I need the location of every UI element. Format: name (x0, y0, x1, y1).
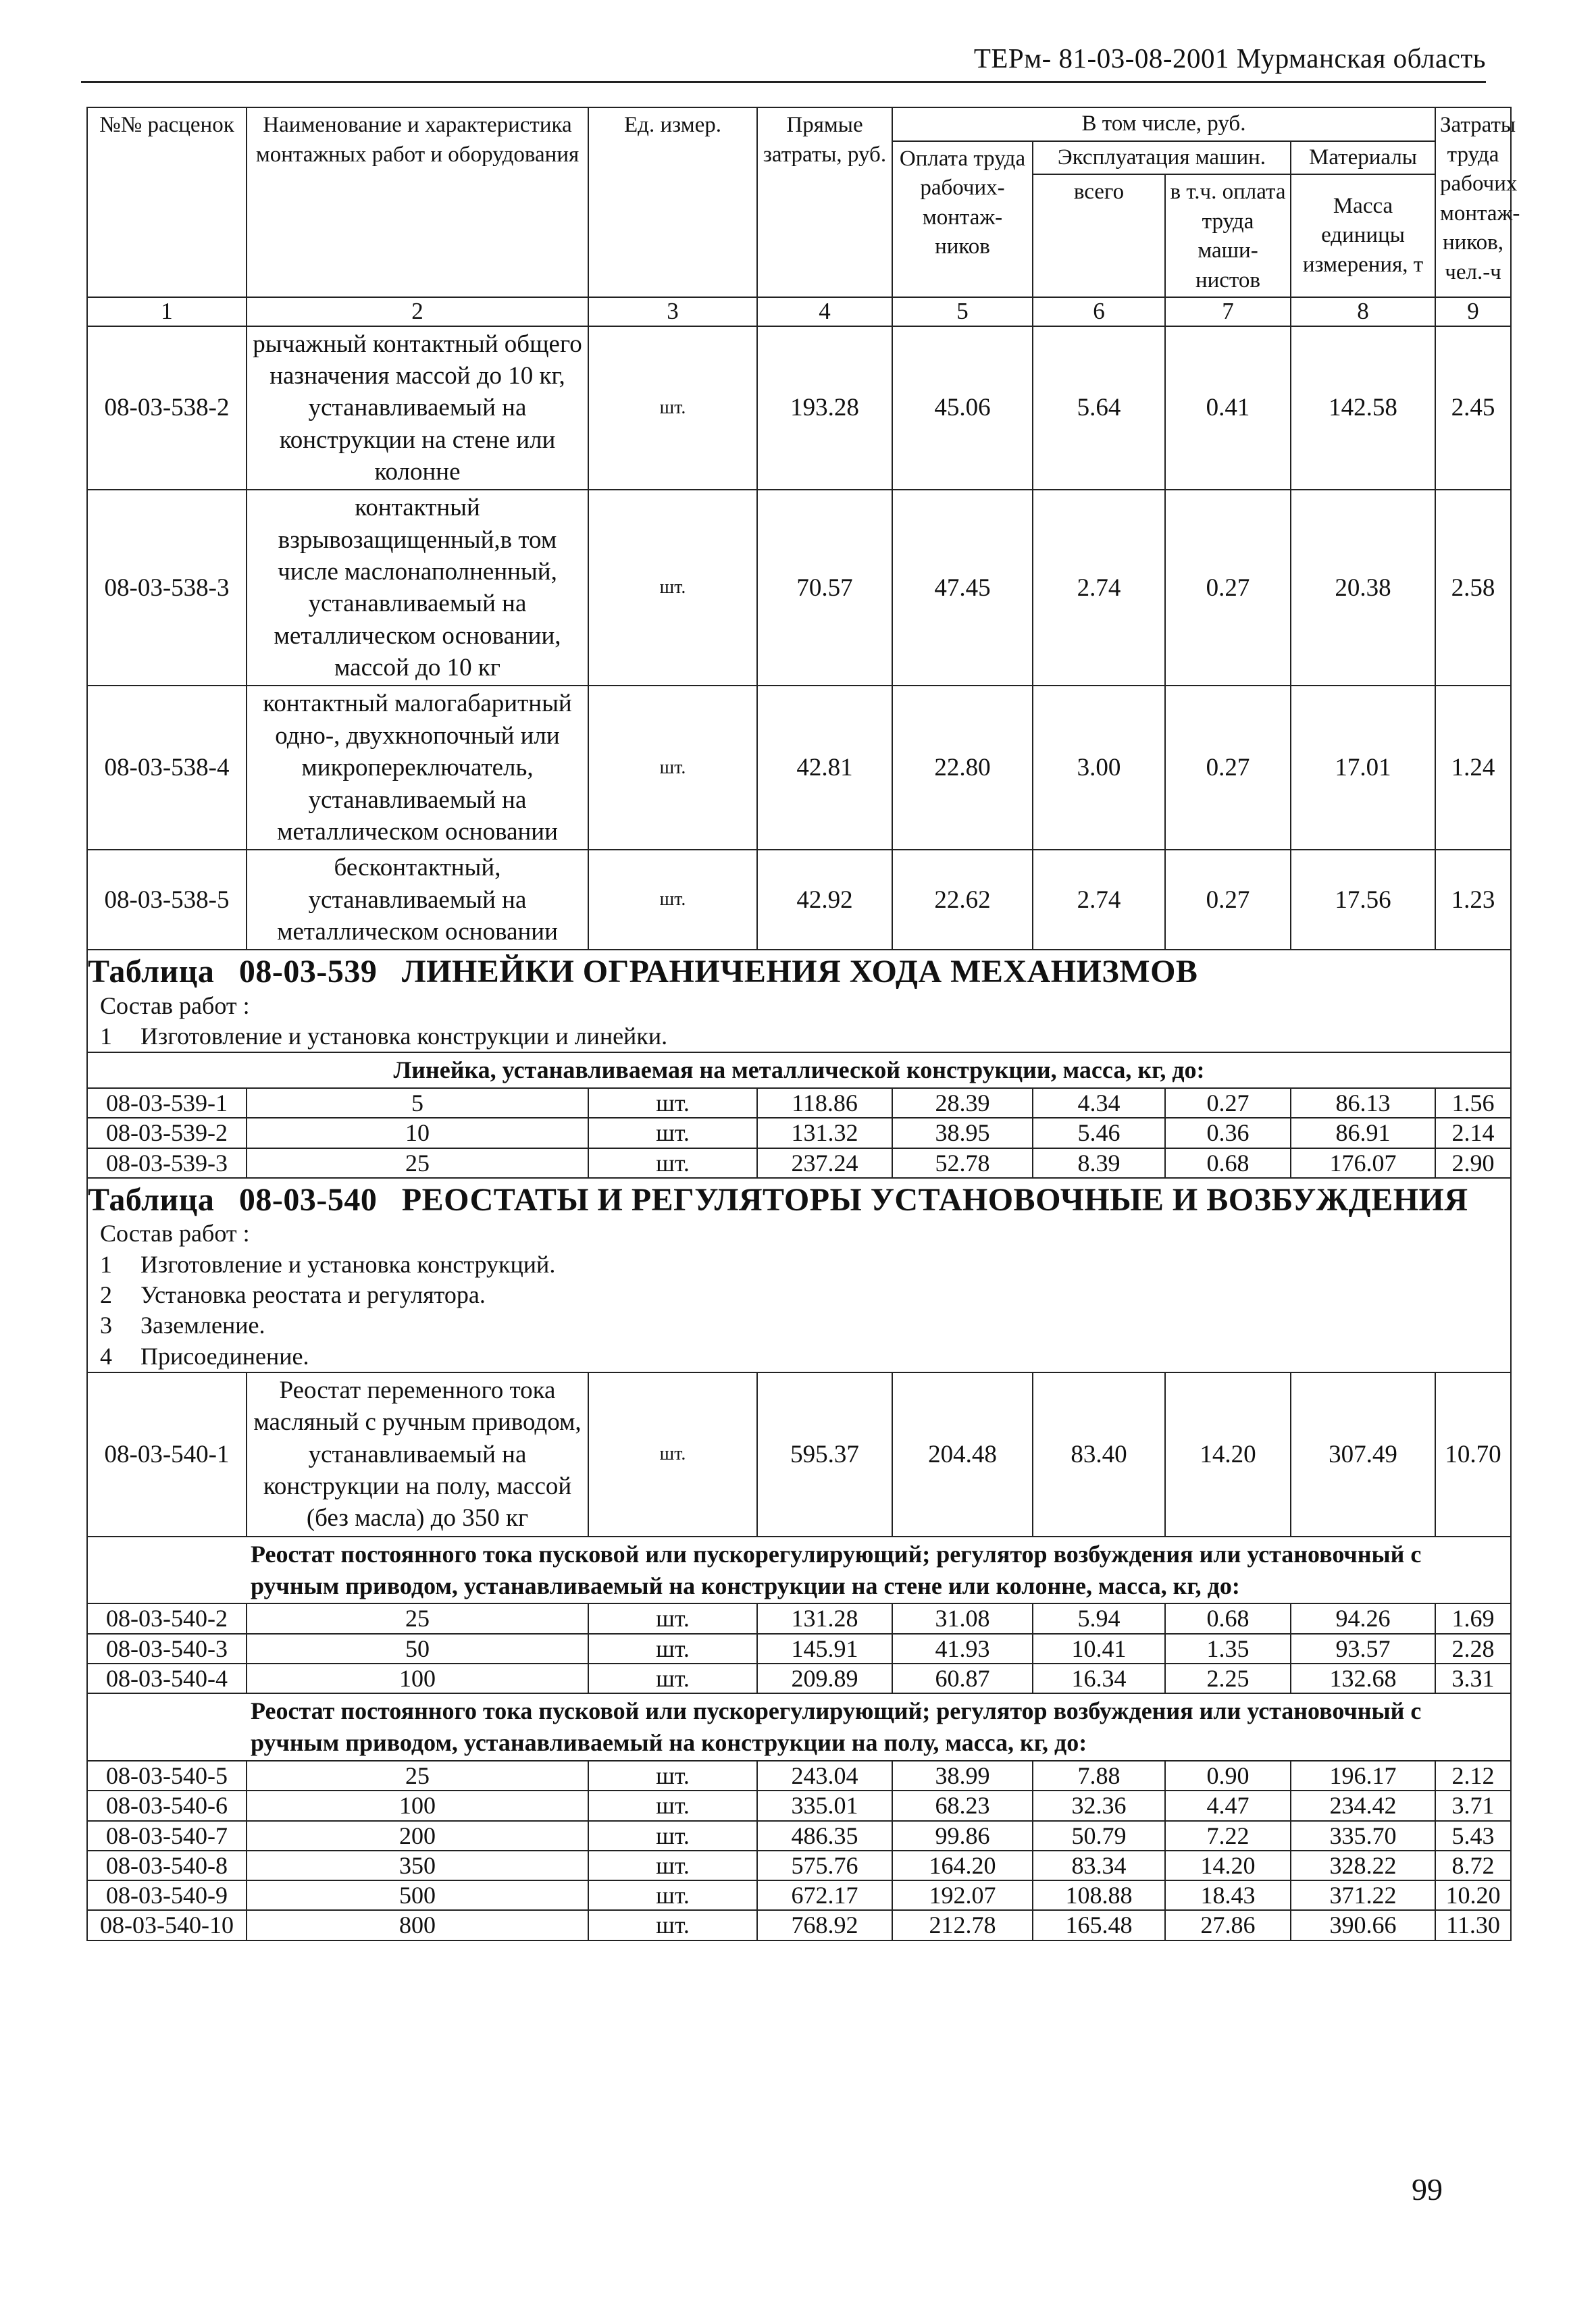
machines-total: 10.41 (1033, 1634, 1165, 1664)
table-row (87, 1148, 1511, 1178)
table-number: 08-03-540 (238, 1182, 378, 1218)
work-item (87, 1341, 1511, 1372)
work-item-row (87, 1021, 1511, 1052)
works-title-row (87, 1218, 1511, 1249)
col-header-labor-hours: Затраты труда рабочих монтаж-ников, чел.-ч (1435, 107, 1511, 297)
labor-hours: 2.14 (1435, 1118, 1511, 1148)
table-540-title-row (87, 1178, 1511, 1218)
labor-pay: 60.87 (892, 1664, 1033, 1693)
work-item (87, 1021, 1511, 1052)
materials: 142.58 (1291, 326, 1435, 490)
machines-total: 50.79 (1033, 1821, 1165, 1851)
col-number: 1 (87, 297, 247, 326)
labor-pay: 68.23 (892, 1791, 1033, 1820)
rate-unit: шт. (588, 1821, 757, 1851)
machinist-pay: 27.86 (1165, 1910, 1291, 1940)
machinist-pay: 1.35 (1165, 1634, 1291, 1664)
col-header-unit-mass: Масса единицы измерения, т (1291, 174, 1435, 297)
rate-unit: шт. (588, 850, 757, 950)
work-item-number: 3 (100, 1312, 112, 1339)
machinist-pay: 14.20 (1165, 1372, 1291, 1537)
rates-table-frame (86, 107, 1520, 1941)
machines-total: 5.64 (1033, 326, 1165, 490)
table-label: Таблица (88, 954, 215, 990)
rate-description: Реостат переменного тока масляный с ручным приводом, устанавливаемый на конструкции на полу, массой (без масла) до 350 кг (247, 1372, 588, 1537)
machines-total: 3.00 (1033, 686, 1165, 850)
works-title: Состав работ : (87, 1218, 1511, 1249)
labor-pay: 164.20 (892, 1851, 1033, 1880)
machinist-pay: 0.36 (1165, 1118, 1291, 1148)
table-row (87, 1118, 1511, 1148)
direct-costs: 672.17 (757, 1880, 892, 1910)
machinist-pay: 18.43 (1165, 1880, 1291, 1910)
table-540-subtitle-wall: Реостат постоянного тока пусковой или пускорегулирующий; регулятор возбуждения или установочный с ручным приводом, устанавливаемый на конструкции на стене или колонне, масса, кг, до: (247, 1537, 1511, 1604)
labor-hours: 1.56 (1435, 1088, 1511, 1118)
works-title: Состав работ : (87, 991, 1511, 1021)
labor-hours: 8.72 (1435, 1851, 1511, 1880)
table-row (87, 1664, 1511, 1693)
machines-total: 16.34 (1033, 1664, 1165, 1693)
table-number: 08-03-539 (238, 954, 378, 990)
rate-code: 08-03-539-3 (87, 1148, 247, 1178)
work-item (87, 1280, 1511, 1310)
rate-description: 25 (247, 1761, 588, 1791)
direct-costs: 42.81 (757, 686, 892, 850)
materials: 196.17 (1291, 1761, 1435, 1791)
table-name: РЕОСТАТЫ И РЕГУЛЯТОРЫ УСТАНОВОЧНЫЕ И ВОЗБУЖДЕНИЯ (401, 1182, 1468, 1218)
labor-hours: 2.28 (1435, 1634, 1511, 1664)
rate-code: 08-03-538-5 (87, 850, 247, 950)
direct-costs: 486.35 (757, 1821, 892, 1851)
rate-unit: шт. (588, 1088, 757, 1118)
rate-description: 25 (247, 1603, 588, 1633)
col-number: 8 (1291, 297, 1435, 326)
work-item-row (87, 1341, 1511, 1372)
table-row (87, 1088, 1511, 1118)
rate-unit: шт. (588, 1372, 757, 1537)
work-item (87, 1310, 1511, 1341)
col-header-labor-pay: Оплата труда рабочих-монтаж-ников (892, 141, 1033, 298)
work-item-number: 4 (100, 1342, 112, 1370)
col-number: 5 (892, 297, 1033, 326)
machinist-pay: 0.27 (1165, 490, 1291, 686)
work-item-number: 2 (100, 1281, 112, 1308)
machines-total: 5.94 (1033, 1603, 1165, 1633)
labor-hours: 10.70 (1435, 1372, 1511, 1537)
table-row (87, 1851, 1511, 1880)
materials: 390.66 (1291, 1910, 1435, 1940)
rate-unit: шт. (588, 490, 757, 686)
labor-hours: 1.69 (1435, 1603, 1511, 1633)
labor-hours: 1.23 (1435, 850, 1511, 950)
table-row (87, 1791, 1511, 1820)
machines-total: 8.39 (1033, 1148, 1165, 1178)
labor-pay: 52.78 (892, 1148, 1033, 1178)
machinist-pay: 2.25 (1165, 1664, 1291, 1693)
col-header-materials: Материалы (1291, 141, 1435, 175)
labor-pay: 99.86 (892, 1821, 1033, 1851)
rate-code: 08-03-540-8 (87, 1851, 247, 1880)
table-row (87, 1603, 1511, 1633)
machinist-pay: 4.47 (1165, 1791, 1291, 1820)
machines-total: 83.40 (1033, 1372, 1165, 1537)
machinist-pay: 0.27 (1165, 686, 1291, 850)
materials: 335.70 (1291, 1821, 1435, 1851)
rate-description: рычажный контактный общего назначения массой до 10 кг, устанавливаемый на конструкции на стене или колонне (247, 326, 588, 490)
direct-costs: 118.86 (757, 1088, 892, 1118)
materials: 234.42 (1291, 1791, 1435, 1820)
rate-description: 100 (247, 1664, 588, 1693)
labor-hours: 2.12 (1435, 1761, 1511, 1791)
rate-code: 08-03-540-6 (87, 1791, 247, 1820)
machines-total: 165.48 (1033, 1910, 1165, 1940)
labor-pay: 212.78 (892, 1910, 1033, 1940)
rate-unit: шт. (588, 1148, 757, 1178)
rate-code: 08-03-540-1 (87, 1372, 247, 1537)
labor-pay: 22.80 (892, 686, 1033, 850)
col-number: 9 (1435, 297, 1511, 326)
direct-costs: 237.24 (757, 1148, 892, 1178)
col-number: 6 (1033, 297, 1165, 326)
col-number: 7 (1165, 297, 1291, 326)
machines-total: 4.34 (1033, 1088, 1165, 1118)
machines-total: 83.34 (1033, 1851, 1165, 1880)
machinist-pay: 0.27 (1165, 850, 1291, 950)
labor-hours: 11.30 (1435, 1910, 1511, 1940)
works-title-row (87, 991, 1511, 1021)
direct-costs: 243.04 (757, 1761, 892, 1791)
rate-description: бесконтактный, устанавливаемый на металлическом основании (247, 850, 588, 950)
subtitle-row (87, 1537, 1511, 1604)
labor-pay: 204.48 (892, 1372, 1033, 1537)
work-item-number: 1 (100, 1022, 112, 1050)
col-number: 2 (247, 297, 588, 326)
direct-costs: 193.28 (757, 326, 892, 490)
rate-description: контактный малогабаритный одно-, двухкнопочный или микропереключатель, устанавливаемый на металлическом основании (247, 686, 588, 850)
col-header-machinist-pay: в т.ч. оплата труда маши-нистов (1165, 174, 1291, 297)
work-item-row (87, 1250, 1511, 1280)
rate-code: 08-03-540-3 (87, 1634, 247, 1664)
rate-description: 800 (247, 1910, 588, 1940)
labor-pay: 38.95 (892, 1118, 1033, 1148)
rate-unit: шт. (588, 1880, 757, 1910)
rate-unit: шт. (588, 1118, 757, 1148)
col-number: 3 (588, 297, 757, 326)
table-row (87, 686, 1511, 850)
col-header-machines-total: всего (1033, 174, 1165, 297)
rate-description: 500 (247, 1880, 588, 1910)
labor-hours: 2.45 (1435, 326, 1511, 490)
labor-pay: 45.06 (892, 326, 1033, 490)
labor-hours: 2.58 (1435, 490, 1511, 686)
rate-code: 08-03-540-7 (87, 1821, 247, 1851)
col-number: 4 (757, 297, 892, 326)
labor-pay: 31.08 (892, 1603, 1033, 1633)
materials: 176.07 (1291, 1148, 1435, 1178)
rate-description: 100 (247, 1791, 588, 1820)
table-540-title (87, 1178, 1511, 1218)
machines-total: 32.36 (1033, 1791, 1165, 1820)
col-header-code: №№ расценок (87, 107, 247, 297)
direct-costs: 70.57 (757, 490, 892, 686)
machines-total: 2.74 (1033, 490, 1165, 686)
materials: 94.26 (1291, 1603, 1435, 1633)
machinist-pay: 0.68 (1165, 1148, 1291, 1178)
table-row (87, 1634, 1511, 1664)
col-header-unit: Ед. измер. (588, 107, 757, 297)
machines-total: 7.88 (1033, 1761, 1165, 1791)
work-item-text: Изготовление и установка конструкций. (140, 1250, 556, 1278)
machinist-pay: 0.68 (1165, 1603, 1291, 1633)
table-row (87, 326, 1511, 490)
table-row (87, 850, 1511, 950)
labor-pay: 41.93 (892, 1634, 1033, 1664)
work-item-row (87, 1310, 1511, 1341)
labor-hours: 10.20 (1435, 1880, 1511, 1910)
materials: 86.91 (1291, 1118, 1435, 1148)
table-row (87, 1880, 1511, 1910)
rate-code: 08-03-538-2 (87, 326, 247, 490)
work-item-row (87, 1280, 1511, 1310)
col-header-machines: Эксплуатация машин. (1033, 141, 1291, 175)
column-numbers-row (87, 297, 1511, 326)
rate-unit: шт. (588, 686, 757, 850)
machinist-pay: 14.20 (1165, 1851, 1291, 1880)
table-row (87, 1372, 1511, 1537)
rate-description: 25 (247, 1148, 588, 1178)
rate-description: контактный взрывозащищенный,в том числе маслонаполненный, устанавливаемый на металлическом основании, массой до 10 кг (247, 490, 588, 686)
work-item-number: 1 (100, 1250, 112, 1278)
table-539-subtitle: Линейка, устанавливаемая на металлической конструкции, масса, кг, до: (87, 1052, 1511, 1088)
labor-hours: 1.24 (1435, 686, 1511, 850)
table-row (87, 1821, 1511, 1851)
machinist-pay: 7.22 (1165, 1821, 1291, 1851)
direct-costs: 131.28 (757, 1603, 892, 1633)
direct-costs: 42.92 (757, 850, 892, 950)
machines-total: 108.88 (1033, 1880, 1165, 1910)
rate-unit: шт. (588, 1603, 757, 1633)
rate-code: 08-03-540-2 (87, 1603, 247, 1633)
rate-description: 200 (247, 1821, 588, 1851)
table-540-subtitle-floor: Реостат постоянного тока пусковой или пускорегулирующий; регулятор возбуждения или установочный с ручным приводом, устанавливаемый на конструкции на полу, масса, кг, до: (247, 1693, 1511, 1761)
table-row (87, 1910, 1511, 1940)
rate-code: 08-03-540-10 (87, 1910, 247, 1940)
labor-pay: 38.99 (892, 1761, 1033, 1791)
direct-costs: 768.92 (757, 1910, 892, 1940)
labor-hours: 5.43 (1435, 1821, 1511, 1851)
labor-pay: 192.07 (892, 1880, 1033, 1910)
materials: 132.68 (1291, 1664, 1435, 1693)
materials: 328.22 (1291, 1851, 1435, 1880)
col-header-group: В том числе, руб. (892, 107, 1435, 141)
machinist-pay: 0.27 (1165, 1088, 1291, 1118)
machinist-pay: 0.41 (1165, 326, 1291, 490)
subtitle-row (87, 1052, 1511, 1088)
table-539-title (87, 950, 1511, 990)
table-row (87, 490, 1511, 686)
direct-costs: 131.32 (757, 1118, 892, 1148)
work-item (87, 1250, 1511, 1280)
materials: 307.49 (1291, 1372, 1435, 1537)
machines-total: 2.74 (1033, 850, 1165, 950)
labor-pay: 22.62 (892, 850, 1033, 950)
table-row (87, 1761, 1511, 1791)
direct-costs: 595.37 (757, 1372, 892, 1537)
rate-description: 5 (247, 1088, 588, 1118)
rate-unit: шт. (588, 1910, 757, 1940)
table-label: Таблица (88, 1182, 215, 1218)
rate-code: 08-03-538-3 (87, 490, 247, 686)
rate-code: 08-03-538-4 (87, 686, 247, 850)
materials: 20.38 (1291, 490, 1435, 686)
rate-unit: шт. (588, 1791, 757, 1820)
materials: 17.01 (1291, 686, 1435, 850)
document-header: ТЕРм- 81-03-08-2001 Мурманская область (81, 42, 1486, 83)
rate-unit: шт. (588, 1761, 757, 1791)
rate-unit: шт. (588, 1851, 757, 1880)
direct-costs: 575.76 (757, 1851, 892, 1880)
rate-description: 350 (247, 1851, 588, 1880)
page-number: 99 (1412, 2172, 1443, 2207)
rate-description: 10 (247, 1118, 588, 1148)
table-name: ЛИНЕЙКИ ОГРАНИЧЕНИЯ ХОДА МЕХАНИЗМОВ (401, 954, 1198, 990)
machinist-pay: 0.90 (1165, 1761, 1291, 1791)
materials: 17.56 (1291, 850, 1435, 950)
materials: 93.57 (1291, 1634, 1435, 1664)
rate-code: 08-03-540-4 (87, 1664, 247, 1693)
work-item-text: Установка реостата и регулятора. (140, 1281, 486, 1308)
machines-total: 5.46 (1033, 1118, 1165, 1148)
materials: 86.13 (1291, 1088, 1435, 1118)
work-item-text: Заземление. (140, 1312, 265, 1339)
labor-hours: 2.90 (1435, 1148, 1511, 1178)
labor-hours: 3.31 (1435, 1664, 1511, 1693)
rate-unit: шт. (588, 1664, 757, 1693)
col-header-name: Наименование и характеристика монтажных работ и оборудования (247, 107, 588, 297)
labor-hours: 3.71 (1435, 1791, 1511, 1820)
rate-code: 08-03-540-9 (87, 1880, 247, 1910)
direct-costs: 335.01 (757, 1791, 892, 1820)
table-539-title-row (87, 950, 1511, 990)
direct-costs: 209.89 (757, 1664, 892, 1693)
work-item-text: Присоединение. (140, 1342, 309, 1370)
materials: 371.22 (1291, 1880, 1435, 1910)
rate-code: 08-03-539-2 (87, 1118, 247, 1148)
work-item-text: Изготовление и установка конструкции и линейки. (140, 1022, 668, 1050)
rate-code: 08-03-539-1 (87, 1088, 247, 1118)
col-header-direct-costs: Прямые затраты, руб. (757, 107, 892, 297)
direct-costs: 145.91 (757, 1634, 892, 1664)
rate-code: 08-03-540-5 (87, 1761, 247, 1791)
rates-table (86, 107, 1520, 1941)
rate-unit: шт. (588, 326, 757, 490)
labor-pay: 28.39 (892, 1088, 1033, 1118)
subtitle-row (87, 1693, 1511, 1761)
rate-unit: шт. (588, 1634, 757, 1664)
rate-description: 50 (247, 1634, 588, 1664)
labor-pay: 47.45 (892, 490, 1033, 686)
